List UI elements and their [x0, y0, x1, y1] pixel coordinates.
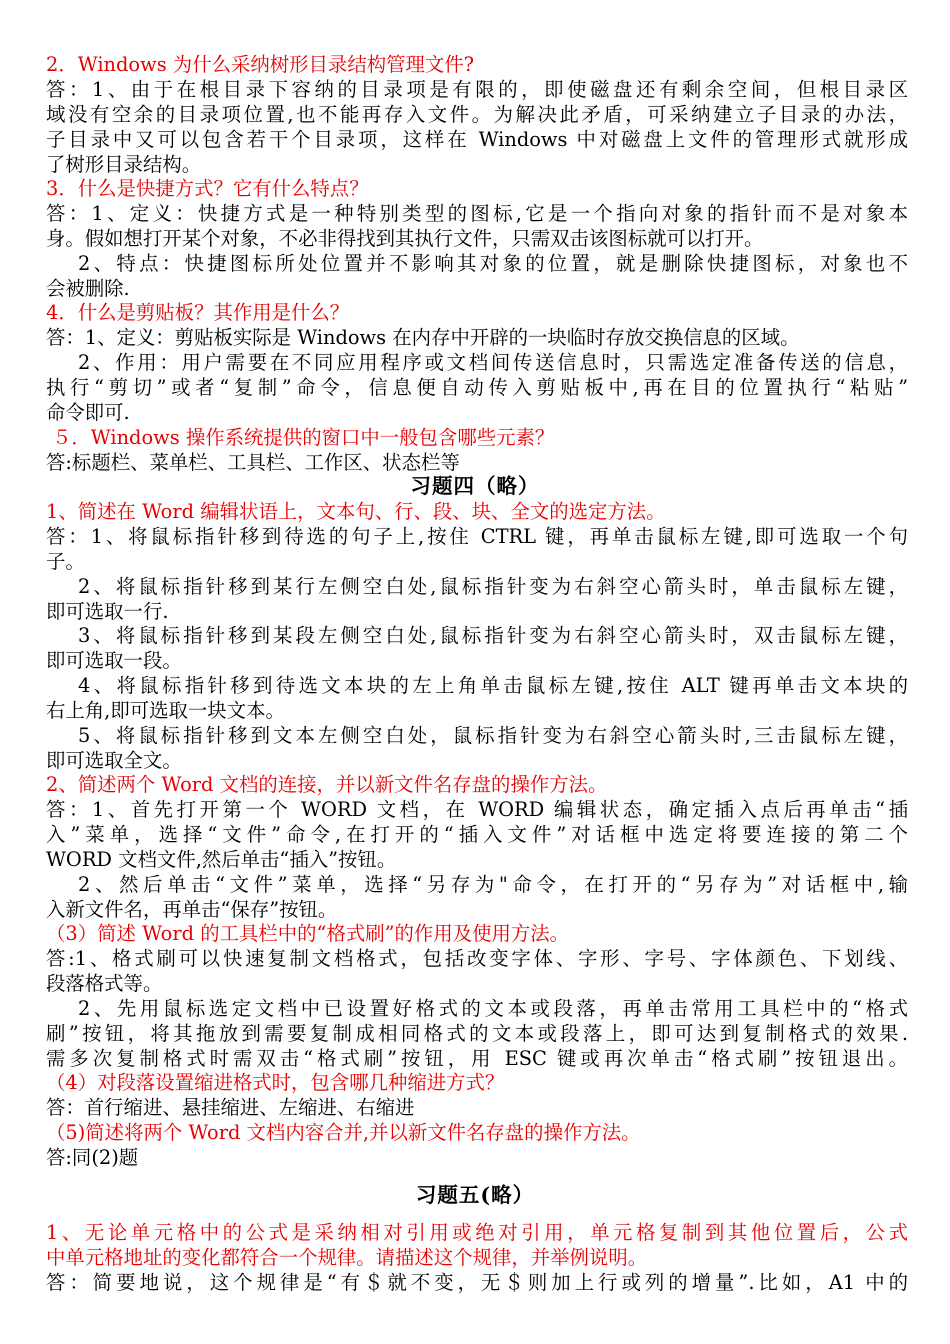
answer-line: WORD 文档文件,然后单击“插入”按钮。 — [46, 848, 397, 871]
answer-line: 命令即可. — [46, 401, 130, 424]
question-line: 中单元格地址的变化都符合一个规律。请描述这个规律，并举例说明。 — [46, 1246, 648, 1269]
question-line: （3）简述 Word 的工具栏中的“格式刷”的作用及使用方法。 — [46, 922, 570, 945]
section-heading: 习题五(略） — [415, 1183, 535, 1207]
question-line: （5)简述将两个 Word 文档内容合并,并以新文件名存盘的操作方法。 — [46, 1121, 641, 1144]
answer-line: 即可选取一段。 — [46, 649, 182, 672]
answer-line: 了树形目录结构。 — [46, 153, 202, 176]
answer-line: 子。 — [46, 550, 85, 573]
answer-line: 2、先用鼠标选定文档中已设置好格式的文本或段落，再单击常用工具栏中的“格式 — [78, 997, 908, 1020]
answer-line: 答：简要地说，这个规律是“有＄就不变，无＄则加上行或列的增量”.比如，A1 中的 — [46, 1271, 908, 1294]
answer-line: 2、将鼠标指针移到某行左侧空白处,鼠标指针变为右斜空心箭头时，单击鼠标左键， — [78, 575, 908, 598]
question-line: ５．Windows 操作系统提供的窗口中一般包含哪些元素？ — [52, 426, 555, 449]
answer-line: 段落格式等。 — [46, 972, 163, 995]
question-line: 4．什么是剪贴板？其作用是什么？ — [46, 301, 350, 324]
answer-line: 答：1、将鼠标指针移到待选的句子上,按住 CTRL 键，再单击鼠标左键,即可选取一个句 — [46, 525, 908, 548]
answer-line: 3、将鼠标指针移到某段左侧空白处,鼠标指针变为右斜空心箭头时，双击鼠标左键， — [78, 624, 908, 647]
answer-line: 需多次复制格式时需双击“格式刷”按钮，用 ESC 键或再次单击“格式刷”按钮退出。 — [46, 1047, 908, 1070]
answer-line: 2、作用：用户需要在不同应用程序或文档间传送信息时，只需选定准备传送的信息， — [78, 351, 908, 374]
answer-line: 答:同(2)题 — [46, 1146, 139, 1169]
answer-line: 入新文件名，再单击“保存”按钮。 — [46, 898, 338, 921]
answer-line: 答:标题栏、菜单栏、工具栏、工作区、状态栏等 — [46, 451, 460, 474]
question-line: （4）对段落设置缩进格式时，包含哪几种缩进方式？ — [46, 1071, 505, 1094]
answer-line: 2、特点：快捷图标所处位置并不影响其对象的位置，就是删除快捷图标，对象也不 — [78, 252, 908, 275]
answer-line: 即可选取全文。 — [46, 749, 182, 772]
answer-line: 5、将鼠标指针移到文本左侧空白处，鼠标指针变为右斜空心箭头时,三击鼠标左键， — [78, 724, 908, 747]
answer-line: 2、然后单击“文件”菜单，选择“另存为"命令，在打开的“另存为”对话框中,输 — [78, 873, 908, 896]
answer-line: 右上角,即可选取一块文本。 — [46, 699, 285, 722]
answer-line: 答：首行缩进、悬挂缩进、左缩进、右缩进 — [46, 1096, 415, 1119]
section-heading: 习题四（略） — [410, 474, 540, 498]
question-line: 1、简述在 Word 编辑状语上，文本句、行、段、块、全文的选定方法。 — [46, 500, 666, 523]
answer-line: 答:1、格式刷可以快速复制文档格式，包括改变字体、字形、字号、字体颜色、下划线、 — [46, 947, 908, 970]
answer-line: 身。假如想打开某个对象，不必非得找到其执行文件，只需双击该图标就可以打开。 — [46, 227, 764, 250]
answer-line: 执行“剪切”或者“复制”命令，信息便自动传入剪贴板中,再在目的位置执行“粘贴” — [46, 376, 908, 399]
answer-line: 刷”按钮，将其拖放到需要复制成相同格式的文本或段落上，即可达到复制格式的效果. — [46, 1022, 908, 1045]
question-line: 2、简述两个 Word 文档的连接，并以新文件名存盘的操作方法。 — [46, 773, 608, 796]
answer-line: 答：1、定义：快捷方式是一种特别类型的图标,它是一个指向对象的指针而不是对象本 — [46, 202, 908, 225]
answer-line: 入”菜单，选择“文件”命令,在打开的“插入文件”对话框中选定将要连接的第二个 — [46, 823, 908, 846]
answer-line: 域没有空余的目录项位置,也不能再存入文件。为解决此矛盾，可采纳建立子目录的办法， — [46, 103, 908, 126]
answer-line: 4、将鼠标指针移到待选文本块的左上角单击鼠标左键,按住 ALT 键再单击文本块的 — [78, 674, 908, 697]
answer-line: 答：1、由于在根目录下容纳的目录项是有限的，即使磁盘还有剩余空间，但根目录区 — [46, 78, 908, 101]
answer-line: 即可选取一行. — [46, 600, 169, 623]
question-line: 3．什么是快捷方式？它有什么特点？ — [46, 177, 369, 200]
answer-line: 答：1、定义：剪贴板实际是 Windows 在内存中开辟的一块临时存放交换信息的区域。 — [46, 326, 800, 349]
answer-line: 会被删除. — [46, 277, 130, 300]
answer-line: 子目录中又可以包含若干个目录项，这样在 Windows 中对磁盘上文件的管理形式就形成 — [46, 128, 908, 151]
answer-line: 答：1、首先打开第一个 WORD 文档，在 WORD 编辑状态，确定插入点后再单击“插 — [46, 798, 908, 821]
question-line: 2．Windows 为什么采纳树形目录结构管理文件? — [46, 53, 475, 76]
question-line: 1、无论单元格中的公式是采纳相对引用或绝对引用，单元格复制到其他位置后，公式 — [46, 1221, 908, 1244]
